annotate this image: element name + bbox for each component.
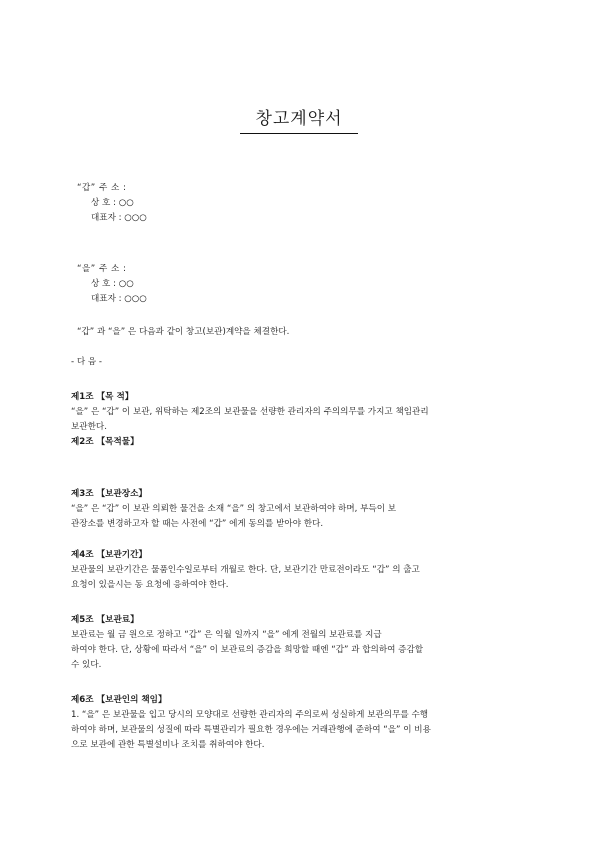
party-b-trade-name: 상 호 : ○○ xyxy=(91,279,134,289)
party-a-trade-name: 상 호 : ○○ xyxy=(91,198,134,208)
article-5-title: 제5조 【보관료】 xyxy=(71,615,139,625)
article-1-title: 제1조 【목 적】 xyxy=(71,392,134,402)
article-5-text: 보관료는 월 금 원으로 정하고 “갑” 은 익월 일까지 “을” 에게 전월의 보관료를 지급 xyxy=(71,630,382,640)
article-6-text: 하여야 하며, 보관물의 성질에 따라 특별관리가 필요한 경우에는 거래관행에 준하여 “을” 이 비용 xyxy=(71,725,431,735)
article-1-text: 보관한다. xyxy=(71,422,107,432)
article-6-title: 제6조 【보관인의 책임】 xyxy=(71,695,167,705)
article-5-text: 수 있다. xyxy=(71,660,102,670)
article-4-title: 제4조 【보관기간】 xyxy=(71,550,147,560)
article-3-text: “을” 은 “갑” 이 보관 의뢰한 물건을 소재 “을” 의 창고에서 보관하여야 하며, 부득이 보 xyxy=(71,504,397,514)
party-b-address: “을” 주 소 : xyxy=(77,264,127,274)
article-6-text: 1. “을” 은 보관물을 입고 당시의 모양대로 선량한 관리자의 주의로써 성실하게 보관의무를 수행 xyxy=(71,710,429,720)
article-3-title: 제3조 【보관장소】 xyxy=(71,489,147,499)
article-3-text: 관장소를 변경하고자 할 때는 사전에 “갑” 에게 동의를 받아야 한다. xyxy=(71,519,324,529)
party-a-address: “갑” 주 소 : xyxy=(77,183,127,193)
party-a-representative: 대표자 : ○○○ xyxy=(91,213,147,223)
article-1-text: “을” 은 “갑” 이 보관, 위탁하는 제2조의 보관물을 선량한 관리자의 주의의무를 가지고 책임관리 xyxy=(71,407,429,417)
intro-statement: “갑” 과 “을” 은 다음과 같이 창고(보관)계약을 체결한다. xyxy=(77,327,290,337)
article-6-text: 으로 보관에 관한 특별설비나 조치를 취하여야 한다. xyxy=(71,740,265,750)
party-b-representative: 대표자 : ○○○ xyxy=(91,294,147,304)
article-5-text: 하여야 한다. 단, 상황에 따라서 “을” 이 보관료의 증감을 희망할 때엔 “갑” 과 합의하여 증감할 xyxy=(71,645,424,655)
divider-heading: - 다 음 - xyxy=(71,357,103,367)
document-title: 창고계약서 xyxy=(240,104,358,134)
article-4-text: 요청이 있을시는 동 요청에 응하여야 한다. xyxy=(71,580,229,590)
article-4-text: 보관물의 보관기간은 물품인수일로부터 개월로 한다. 단, 보관기간 만료전이라도 “갑” 의 출고 xyxy=(71,565,420,575)
article-2-title: 제2조 【목적물】 xyxy=(71,437,139,447)
